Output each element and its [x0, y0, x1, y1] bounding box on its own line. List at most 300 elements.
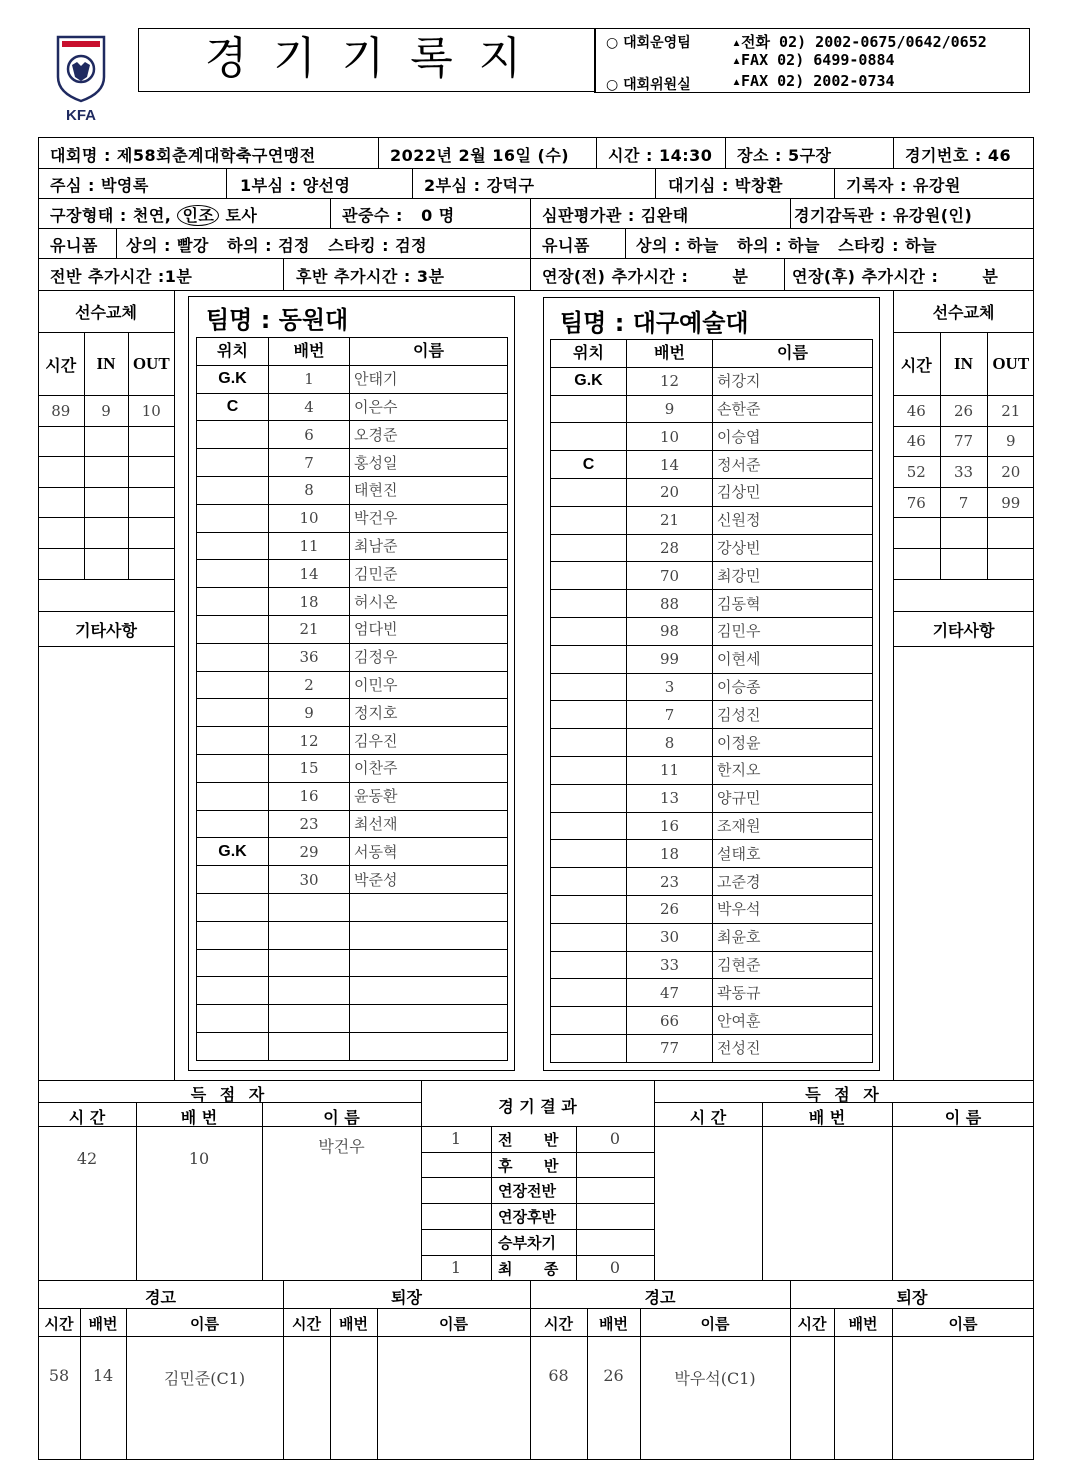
player-number — [269, 1032, 350, 1060]
assistant2-field: 2부심 : 강덕구 — [424, 176, 535, 195]
player-position — [551, 979, 627, 1007]
sub-out — [987, 548, 1034, 579]
sub-out — [128, 457, 174, 488]
player-position — [551, 590, 627, 618]
sendoff-no-header: 배번 — [339, 1315, 368, 1333]
player-number: 30 — [269, 866, 350, 894]
sendoff-time-header: 시간 — [797, 1315, 827, 1333]
player-number: 21 — [627, 506, 713, 534]
player-name: 최윤호 — [713, 923, 873, 951]
player-position — [197, 532, 269, 560]
player-position — [197, 421, 269, 449]
home-scorer-time-header: 시 간 — [68, 1108, 106, 1127]
player-position: G.K — [551, 367, 627, 395]
away-scorer-name-header: 이 름 — [944, 1108, 982, 1127]
no-header: 배번 — [627, 340, 713, 368]
player-number: 12 — [269, 727, 350, 755]
player-name: 손한준 — [713, 395, 873, 423]
player-position — [197, 949, 269, 977]
substitution-row — [893, 487, 1034, 518]
roster-row — [197, 949, 508, 977]
player-number: 26 — [627, 895, 713, 923]
second-half-added-time: 후반 추가시간 : 3분 — [296, 267, 445, 286]
player-position — [197, 615, 269, 643]
away-subs-heading: 선수교체 — [932, 303, 995, 322]
roster-row — [551, 868, 873, 896]
assistant1-field: 1부심 : 양선영 — [240, 176, 351, 195]
player-position — [197, 866, 269, 894]
sub-out: 10 — [128, 396, 174, 427]
player-number: 14 — [269, 560, 350, 588]
sub-in — [84, 518, 128, 549]
player-name: 이은수 — [350, 393, 508, 421]
roster-row — [197, 1032, 508, 1060]
player-position — [551, 868, 627, 896]
home-goal-name: 박건우 — [318, 1137, 365, 1156]
substitution-row — [893, 426, 1034, 457]
away-scorers-heading: 득 점 자 — [805, 1085, 883, 1104]
player-name: 강상빈 — [713, 534, 873, 562]
substitution-row — [893, 548, 1034, 579]
sub-time: 89 — [38, 396, 84, 427]
roster-row — [551, 645, 873, 673]
sub-time — [38, 518, 84, 549]
player-name: 홍성일 — [350, 449, 508, 477]
sub-in: 7 — [940, 487, 987, 518]
roster-row — [551, 590, 873, 618]
sub-in — [84, 426, 128, 457]
sub-time — [38, 426, 84, 457]
roster-row — [551, 923, 873, 951]
player-position — [197, 560, 269, 588]
player-number: 7 — [269, 449, 350, 477]
sub-in — [84, 457, 128, 488]
home-scorer-name-header: 이 름 — [323, 1108, 360, 1127]
caution-time-header: 시간 — [44, 1315, 74, 1333]
player-position — [551, 478, 627, 506]
player-number: 14 — [627, 451, 713, 479]
sub-in: 26 — [940, 396, 987, 427]
roster-row — [197, 449, 508, 477]
player-position — [551, 645, 627, 673]
result-period-label: 전 반 — [498, 1131, 559, 1149]
player-name: 이승엽 — [713, 423, 873, 451]
assessor-field: 심판평가관 : 김완태 — [542, 206, 689, 225]
player-name: 김민우 — [713, 617, 873, 645]
away-team-name: 팀명 : 대구예술대 — [560, 309, 749, 337]
player-number: 29 — [269, 838, 350, 866]
home-goal-time: 42 — [76, 1149, 98, 1168]
contact-ops — [606, 32, 691, 52]
player-name: 오경준 — [350, 421, 508, 449]
away-caution-heading: 경고 — [644, 1288, 676, 1307]
player-name: 정서준 — [713, 451, 873, 479]
sub-in — [84, 487, 128, 518]
roster-row — [197, 893, 508, 921]
substitution-row — [38, 518, 174, 549]
player-number: 30 — [627, 923, 713, 951]
sub-out — [128, 487, 174, 518]
roster-row — [551, 840, 873, 868]
sub-time — [38, 457, 84, 488]
player-name: 이현세 — [713, 645, 873, 673]
player-number: 12 — [627, 367, 713, 395]
player-name: 김동혁 — [713, 590, 873, 618]
competition-field: 대회명 : 제58회춘계대학축구연맹전 — [50, 146, 316, 165]
player-name: 박준성 — [350, 866, 508, 894]
pos-header: 위치 — [197, 338, 269, 366]
first-half-added-time: 전반 추가시간 :1분 — [50, 267, 193, 286]
away-scorer-no-header: 배 번 — [808, 1108, 846, 1127]
roster-row — [197, 754, 508, 782]
caution-name-header: 이름 — [190, 1315, 219, 1333]
player-position — [197, 1032, 269, 1060]
roster-row — [551, 784, 873, 812]
player-number: 36 — [269, 643, 350, 671]
player-position — [551, 423, 627, 451]
away-sendoff-heading: 퇴장 — [896, 1288, 928, 1307]
subs-in-header: IN — [84, 333, 128, 396]
sendoff-name-header: 이름 — [439, 1315, 468, 1333]
home-uniform-colors: 상의 : 빨강 하의 : 검정 스타킹 : 검정 — [126, 236, 428, 255]
roster-row — [197, 838, 508, 866]
match-number-field: 경기번호 : 46 — [905, 146, 1012, 165]
roster-row — [197, 421, 508, 449]
ops-label: 대회운영팀 — [623, 35, 691, 51]
home-scorers-heading: 득 점 자 — [190, 1085, 269, 1104]
page-title: 경 기 기 록 지 — [204, 33, 528, 84]
player-number: 77 — [627, 1034, 713, 1062]
player-number — [269, 893, 350, 921]
player-number: 23 — [627, 868, 713, 896]
sub-out: 99 — [987, 487, 1034, 518]
player-position — [551, 506, 627, 534]
ops-fax: ▴FAX 02) 6499-0884 — [732, 51, 895, 69]
referee-field: 주심 : 박영록 — [50, 176, 149, 195]
player-number — [269, 1005, 350, 1033]
player-number: 20 — [627, 478, 713, 506]
roster-row — [197, 393, 508, 421]
away-roster-table — [550, 339, 873, 1063]
player-position — [551, 756, 627, 784]
sub-in: 33 — [940, 457, 987, 488]
roster-row — [551, 562, 873, 590]
caution-time-header: 시간 — [544, 1315, 573, 1333]
roster-row — [197, 977, 508, 1005]
player-position — [551, 784, 627, 812]
sub-out — [128, 426, 174, 457]
roster-row — [197, 866, 508, 894]
roster-row — [197, 476, 508, 504]
player-position — [551, 729, 627, 757]
player-name: 김현준 — [713, 951, 873, 979]
roster-row — [551, 1034, 873, 1062]
player-name — [350, 1005, 508, 1033]
roster-row — [197, 615, 508, 643]
player-position — [197, 504, 269, 532]
name-header: 이름 — [713, 340, 873, 368]
player-name: 이민우 — [350, 671, 508, 699]
player-name: 김성진 — [713, 701, 873, 729]
player-number: 21 — [269, 615, 350, 643]
result-period-label: 승부차기 — [498, 1233, 556, 1252]
player-name: 이정윤 — [713, 729, 873, 757]
result-home-score: 1 — [450, 1129, 462, 1148]
substitution-row — [38, 457, 174, 488]
caution-no-header: 배번 — [88, 1315, 118, 1333]
competition-value: 제58회춘계대학축구연맹전 — [116, 146, 316, 165]
venue-field: 장소 : 5구장 — [737, 146, 832, 165]
away-uniform-label: 유니폼 — [542, 236, 590, 255]
player-position — [551, 673, 627, 701]
player-position — [197, 782, 269, 810]
player-name: 안태기 — [350, 365, 508, 393]
player-number: 70 — [627, 562, 713, 590]
player-number: 4 — [269, 393, 350, 421]
player-number: 11 — [627, 756, 713, 784]
result-heading: 경 기 결 과 — [498, 1097, 577, 1116]
sub-out: 20 — [987, 457, 1034, 488]
sub-out — [987, 518, 1034, 549]
sub-out — [128, 548, 174, 579]
ops-tel: ▴전화 02) 2002-0675/0642/0652 — [732, 33, 987, 51]
player-position — [197, 476, 269, 504]
pos-header: 위치 — [551, 340, 627, 368]
roster-row — [197, 1005, 508, 1033]
home-caution-no: 14 — [92, 1366, 114, 1385]
player-position — [551, 840, 627, 868]
player-name: 최선재 — [350, 810, 508, 838]
player-number: 66 — [627, 1007, 713, 1035]
player-number: 13 — [627, 784, 713, 812]
player-number: 16 — [627, 812, 713, 840]
recorder-field: 기록자 : 유강원 — [846, 176, 961, 195]
player-number: 99 — [627, 645, 713, 673]
roster-row — [551, 451, 873, 479]
sub-time: 76 — [893, 487, 940, 518]
player-position: C — [197, 393, 269, 421]
home-goal-no: 10 — [188, 1149, 210, 1168]
comm-fax: ▴FAX 02) 2002-0734 — [732, 72, 895, 90]
player-number: 8 — [269, 476, 350, 504]
player-position — [551, 812, 627, 840]
player-position — [197, 643, 269, 671]
player-position — [551, 923, 627, 951]
player-name: 박우석 — [713, 895, 873, 923]
player-number: 33 — [627, 951, 713, 979]
player-position — [197, 671, 269, 699]
player-position — [197, 588, 269, 616]
away-scorer-time-header: 시 간 — [689, 1108, 727, 1127]
substitution-row — [893, 396, 1034, 427]
player-number: 47 — [627, 979, 713, 1007]
fourth-official-field: 대기심 : 박창환 — [668, 176, 783, 195]
home-uniform-label: 유니폼 — [50, 236, 98, 255]
player-position — [197, 449, 269, 477]
home-team-name: 팀명 : 동원대 — [206, 306, 349, 334]
player-name — [350, 949, 508, 977]
sub-time: 46 — [893, 396, 940, 427]
result-away-score: 0 — [609, 1257, 621, 1277]
result-period-label: 연장전반 — [498, 1182, 556, 1201]
player-position: G.K — [197, 838, 269, 866]
player-position — [197, 727, 269, 755]
player-number: 10 — [269, 504, 350, 532]
player-number — [269, 921, 350, 949]
player-name: 허강지 — [713, 367, 873, 395]
sub-time: 46 — [893, 426, 940, 457]
no-header: 배번 — [269, 338, 350, 366]
player-name: 윤동환 — [350, 782, 508, 810]
away-caution-no: 26 — [603, 1366, 624, 1385]
roster-row — [197, 560, 508, 588]
home-subs-heading: 선수교체 — [75, 303, 137, 322]
subs-out-header: OUT — [987, 333, 1034, 396]
player-number: 11 — [269, 532, 350, 560]
player-name: 설태호 — [713, 840, 873, 868]
result-period-label: 후 반 — [498, 1156, 559, 1175]
player-number: 16 — [269, 782, 350, 810]
player-name: 이찬주 — [350, 754, 508, 782]
name-header: 이름 — [350, 338, 508, 366]
caution-no-header: 배번 — [599, 1315, 628, 1333]
caution-name-header: 이름 — [700, 1315, 730, 1333]
bullet-circle-icon: ○ — [606, 77, 624, 93]
home-scorer-no-header: 배 번 — [180, 1108, 218, 1127]
sendoff-time-header: 시간 — [292, 1315, 321, 1333]
contact-comm — [606, 74, 691, 94]
player-name — [350, 1032, 508, 1060]
player-name: 서동혁 — [350, 838, 508, 866]
away-subs-table — [893, 332, 1034, 580]
substitution-row — [893, 457, 1034, 488]
away-uniform-colors: 상의 : 하늘 하의 : 하늘 스타킹 : 하늘 — [636, 236, 938, 255]
kfa-logo-text: KFA — [66, 107, 96, 124]
kfa-crest-icon — [52, 33, 110, 103]
player-position — [551, 895, 627, 923]
sub-in: 77 — [940, 426, 987, 457]
player-number: 9 — [627, 395, 713, 423]
player-position: G.K — [197, 365, 269, 393]
sub-time — [893, 548, 940, 579]
player-number: 15 — [269, 754, 350, 782]
player-name: 엄다빈 — [350, 615, 508, 643]
player-name: 신원정 — [713, 506, 873, 534]
roster-row — [197, 810, 508, 838]
sub-time — [38, 487, 84, 518]
player-name: 김우진 — [350, 727, 508, 755]
roster-row — [551, 478, 873, 506]
player-number: 6 — [269, 421, 350, 449]
roster-row — [197, 727, 508, 755]
player-number — [269, 977, 350, 1005]
result-period-label: 최 종 — [498, 1259, 559, 1278]
home-caution-name: 김민준(C1) — [163, 1369, 246, 1388]
player-number: 1 — [269, 365, 350, 393]
spectators-field: 관중수 : 0 명 — [342, 206, 455, 225]
roster-row — [551, 506, 873, 534]
player-number: 98 — [627, 617, 713, 645]
result-period-label: 연장후반 — [498, 1208, 556, 1227]
sub-time — [893, 518, 940, 549]
roster-row — [551, 895, 873, 923]
player-name: 박건우 — [350, 504, 508, 532]
roster-row — [551, 1007, 873, 1035]
roster-row — [551, 673, 873, 701]
substitution-row — [38, 548, 174, 579]
sendoff-no-header: 배번 — [848, 1315, 878, 1333]
player-name: 양규민 — [713, 784, 873, 812]
sub-in — [940, 518, 987, 549]
player-number: 88 — [627, 590, 713, 618]
player-name: 허시온 — [350, 588, 508, 616]
subs-in-header: IN — [940, 333, 987, 396]
roster-row — [551, 423, 873, 451]
sub-out: 9 — [987, 426, 1034, 457]
kickoff-field: 시간 : 14:30 — [608, 146, 713, 165]
player-number: 23 — [269, 810, 350, 838]
player-position — [551, 1034, 627, 1062]
roster-row — [197, 504, 508, 532]
roster-row — [197, 643, 508, 671]
roster-row — [551, 951, 873, 979]
roster-row — [551, 979, 873, 1007]
player-position — [197, 921, 269, 949]
substitution-row — [893, 518, 1034, 549]
supervisor-field: 경기감독관 : 유강원(인) — [794, 206, 973, 225]
roster-row — [551, 617, 873, 645]
roster-row — [551, 534, 873, 562]
kfa-logo — [52, 33, 110, 124]
player-name: 안여훈 — [713, 1007, 873, 1035]
roster-row — [551, 729, 873, 757]
roster-row — [551, 367, 873, 395]
player-position — [551, 534, 627, 562]
player-number: 18 — [627, 840, 713, 868]
comm-label: 대회위원실 — [623, 77, 691, 93]
roster-row — [197, 365, 508, 393]
player-name: 최남준 — [350, 532, 508, 560]
player-name: 한지오 — [713, 756, 873, 784]
player-position — [197, 810, 269, 838]
player-name: 고준경 — [713, 868, 873, 896]
sub-time: 52 — [893, 457, 940, 488]
player-number: 18 — [269, 588, 350, 616]
player-name — [350, 977, 508, 1005]
home-caution-time: 58 — [48, 1366, 70, 1385]
et1-added-time: 연장(전) 추가시간 : 분 — [542, 267, 749, 286]
player-position — [197, 893, 269, 921]
substitution-row — [38, 396, 174, 427]
result-away-score: 0 — [609, 1129, 621, 1148]
home-caution-heading: 경고 — [145, 1288, 176, 1307]
player-number: 28 — [627, 534, 713, 562]
sub-in: 9 — [84, 396, 128, 427]
player-name: 태현진 — [350, 476, 508, 504]
player-number — [269, 949, 350, 977]
player-position — [551, 1007, 627, 1035]
home-sendoff-heading: 퇴장 — [391, 1288, 422, 1307]
player-position — [197, 754, 269, 782]
substitution-row — [38, 487, 174, 518]
home-roster-table — [196, 337, 508, 1061]
player-number: 8 — [627, 729, 713, 757]
player-position — [551, 617, 627, 645]
sub-time — [38, 548, 84, 579]
away-caution-time: 68 — [548, 1366, 569, 1385]
player-position — [197, 977, 269, 1005]
roster-row — [551, 756, 873, 784]
